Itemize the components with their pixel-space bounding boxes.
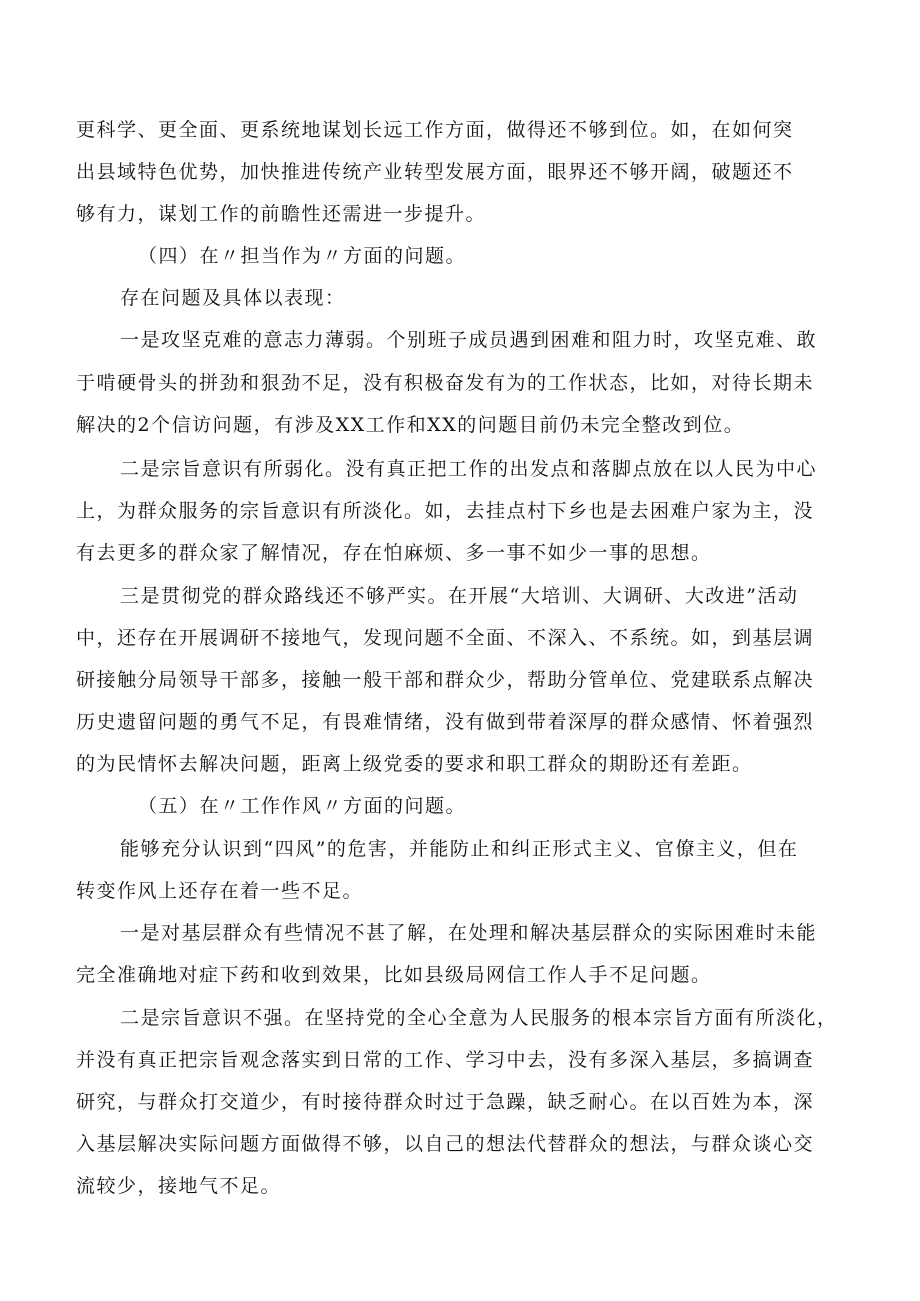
text-line: 解决的2个信访问题，有涉及XX工作和XX的问题目前仍未完全整改到位。 [76, 414, 745, 436]
text-line: 一是攻坚克难的意志力薄弱。个别班子成员遇到困难和阻力时，攻坚克难、敢 [120, 329, 818, 351]
text-line: 入基层解决实际问题方面做得不够，以自己的想法代替群众的想法，与群众谈心交 [76, 1133, 815, 1155]
text-line: 研接触分局领导干部多，接触一般干部和群众少，帮助分管单位、党建联系点解决 [76, 669, 815, 691]
text-line: 出县域特色优势，加快推进传统产业转型发展方面，眼界还不够开阔，破题还不 [76, 161, 794, 183]
text-line: 二是宗旨意识有所弱化。没有真正把工作的出发点和落脚点放在以人民为中心 [120, 458, 818, 480]
text-line: 更科学、更全面、更系统地谋划长远工作方面，做得还不够到位。如，在如何突 [76, 119, 794, 141]
text-line: 转变作风上还存在着一些不足。 [76, 880, 364, 902]
text-line: 并没有真正把宗旨观念落实到日常的工作、学习中去，没有多深入基层，多搞调查 [76, 1049, 815, 1071]
section-heading: （四）在〃担当作为〃方面的问题。 [138, 245, 467, 267]
text-line: 够有力，谋划工作的前瞻性还需进一步提升。 [76, 203, 487, 225]
text-line: 存在问题及具体以表现： [120, 287, 346, 309]
text-line: 流较少，接地气不足。 [76, 1175, 282, 1197]
text-line: 有去更多的群众家了解情况，存在怕麻烦、多一事不如少一事的思想。 [76, 542, 712, 564]
text-line: 一是对基层群众有些情况不甚了解，在处理和解决基层群众的实际困难时未能 [120, 922, 818, 944]
text-line: 三是贯彻党的群众路线还不够严实。在开展“大培训、大调研、大改进”活动 [120, 585, 799, 607]
text-line: 研究，与群众打交道少，有时接待群众时过于急躁，缺乏耐心。在以百姓为本，深 [76, 1091, 815, 1113]
text-line: 二是宗旨意识不强。在坚持党的全心全意为人民服务的根本宗旨方面有所淡化， [120, 1007, 838, 1029]
text-line: 历史遗留问题的勇气不足，有畏难情绪，没有做到带着深厚的群众感情、怀着强烈 [76, 711, 815, 733]
text-line: 中，还存在开展调研不接地气，发现问题不全面、不深入、不系统。如，到基层调 [76, 627, 815, 649]
text-line: 的为民情怀去解决问题，距离上级党委的要求和职工群众的期盼还有差距。 [76, 753, 753, 775]
text-line: 完全准确地对症下药和收到效果，比如县级局网信工作人手不足问题。 [76, 964, 712, 986]
text-line: 于啃硬骨头的拼劲和狠劲不足，没有积极奋发有为的工作状态，比如，对待长期未 [76, 372, 815, 394]
text-line: 上，为群众服务的宗旨意识有所淡化。如，去挂点村下乡也是去困难户家为主，没 [76, 500, 815, 522]
text-line: 能够充分认识到“四风”的危害，并能防止和纠正形式主义、官僚主义，但在 [120, 838, 799, 860]
section-heading: （五）在〃工作作风〃方面的问题。 [138, 795, 467, 817]
